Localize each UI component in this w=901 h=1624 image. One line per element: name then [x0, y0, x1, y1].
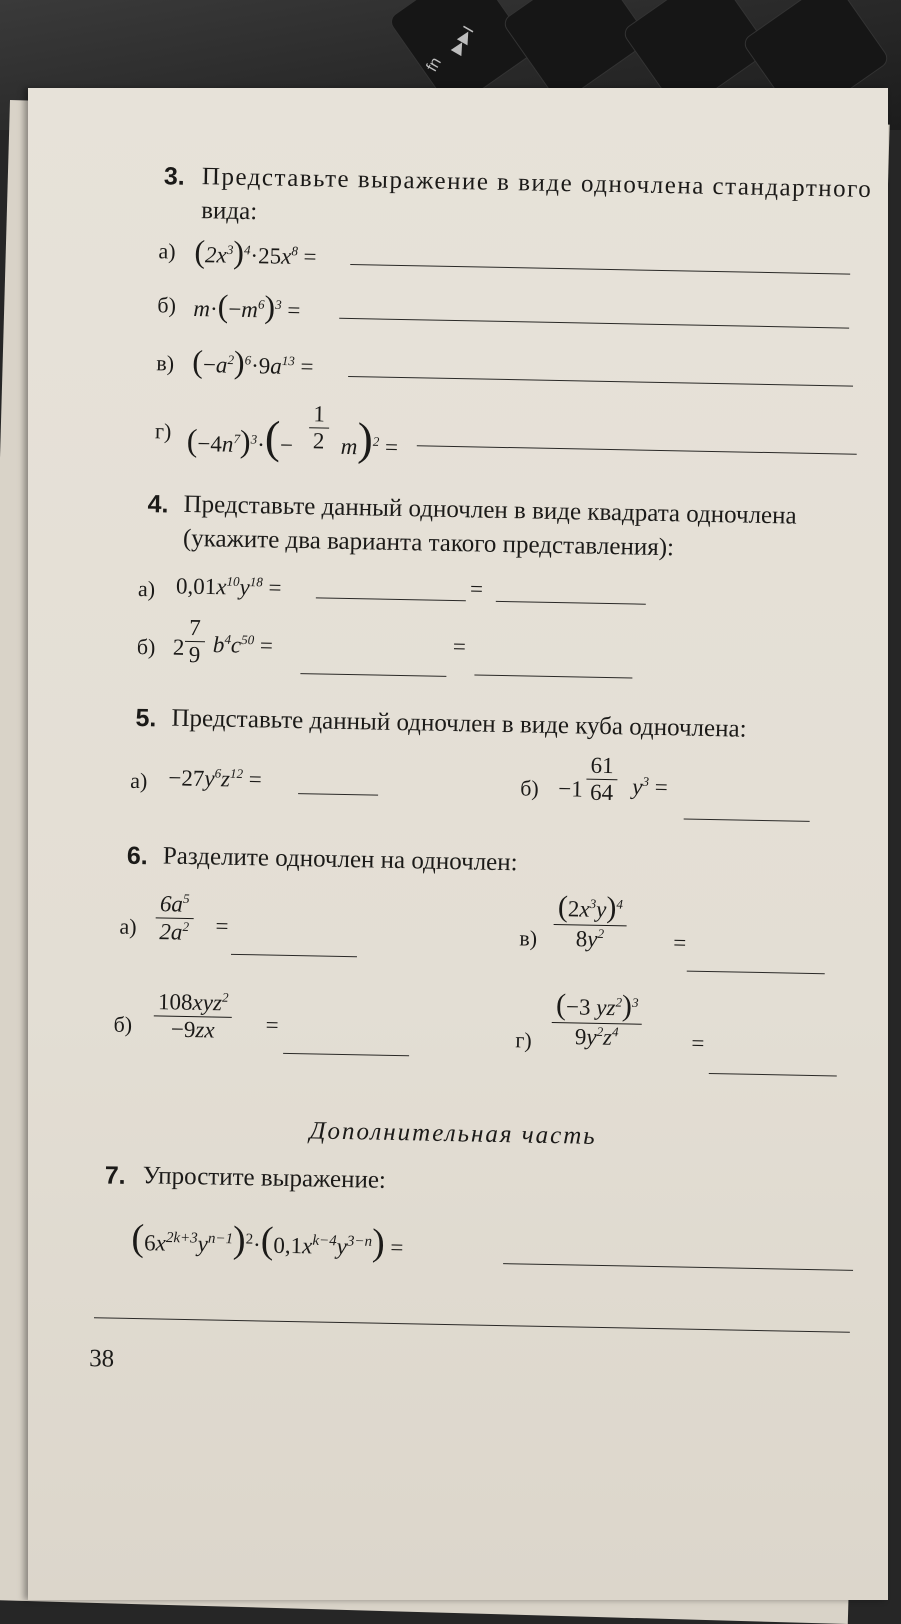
task5-text: Представьте данный одночлен в виде куба одночлена:	[171, 704, 747, 743]
task5-b-fraction: $\frac{61}{64}$	[586, 753, 618, 807]
task3-item-b-expr: $m\cdot(-m^6)^3$ =	[193, 287, 301, 325]
task4-b-fraction: $\frac{7}{9}$	[184, 615, 205, 668]
task5-item-a-expr: $-27y^6z^{12}$ =	[168, 765, 262, 793]
task4-item-a-expr: $0,01x^{10}y^{18}$ =	[175, 573, 282, 601]
answer-line	[231, 954, 357, 957]
task6-a-fraction: $\frac{6a^5}{2a^2}$	[155, 890, 194, 945]
answer-line	[684, 818, 810, 821]
answer-line	[94, 1317, 850, 1333]
task3-number: 3.	[163, 162, 186, 191]
task3-item-a-expr: $(2x^3)^4\cdot 25x^8$ =	[194, 232, 317, 270]
answer-line	[496, 601, 646, 605]
answer-line	[283, 1053, 409, 1056]
task6-b-equals: =	[265, 1012, 279, 1038]
task6-item-g-label: г)	[515, 1027, 533, 1053]
answer-line	[339, 318, 849, 329]
task7-number: 7.	[104, 1161, 126, 1190]
answer-line	[474, 674, 632, 678]
task6-g-fraction: $\frac{(-3 yz^2)^3}{9y^2z^4}$	[551, 988, 643, 1051]
task7-text: Упростите выражение:	[142, 1162, 387, 1194]
task7-expr: $(6x^{2k+3}y^{n-1})^2\cdot(0,1x^{k-4}y^{3-n})$ =	[131, 1216, 404, 1264]
task6-g-equals: =	[691, 1030, 705, 1056]
task4-item-b-label: б)	[136, 633, 156, 660]
fn-key-label: fn	[423, 54, 445, 75]
answer-line	[300, 673, 446, 677]
answer-line	[417, 445, 857, 454]
task3-item-v-expr: $(-a^2)^6\cdot 9a^{13}$ =	[192, 342, 314, 380]
task4-text-line2: (укажите два варианта такого представления):	[182, 524, 675, 562]
task3-item-v-label: в)	[156, 350, 175, 376]
task5-item-a-label: а)	[130, 767, 148, 794]
task4-number: 4.	[147, 490, 169, 519]
task5-item-b-expr: $y^3$ =	[632, 773, 668, 800]
task4-item-b-whole: 2	[172, 634, 185, 660]
task6-number: 6.	[126, 841, 148, 871]
extra-section-title: Дополнительная часть	[309, 1117, 597, 1150]
task3-item-b-label: б)	[157, 292, 177, 318]
task6-item-b-label: б)	[113, 1011, 133, 1037]
page-number: 38	[88, 1345, 115, 1373]
task3-text-line2: вида:	[201, 197, 258, 226]
answer-line	[687, 971, 825, 975]
task4-text-line1: Представьте данный одночлен в виде квадрата одночлена	[183, 490, 797, 530]
answer-line	[709, 1073, 837, 1076]
task5-item-b-whole: −1	[557, 776, 583, 802]
task4-item-b-eq2: =	[452, 634, 467, 660]
media-key-label: ▶▶I	[448, 23, 478, 58]
task6-item-a-label: а)	[119, 913, 137, 940]
task5-number: 5.	[135, 703, 157, 733]
task3-item-g-label: г)	[154, 418, 172, 444]
task6-a-equals: =	[215, 913, 229, 939]
task3-item-g-expr: $(-4n^7)^3\cdot(-$	[186, 411, 294, 463]
task5-item-b-label: б)	[520, 775, 540, 801]
answer-line	[350, 264, 850, 275]
task6-text: Разделите одночлен на одночлен:	[162, 842, 518, 877]
task3-item-g-expr-tail: m)$^2$ =	[340, 413, 399, 465]
answer-line	[503, 1263, 853, 1271]
task3-g-fraction: $\frac{1}{2}$	[309, 401, 330, 454]
task6-v-equals: =	[673, 930, 687, 956]
answer-line	[316, 597, 466, 601]
task4-item-a-eq2: =	[469, 576, 484, 602]
answer-line	[298, 793, 378, 796]
task4-item-a-label: а)	[137, 575, 156, 602]
task4-item-b-expr: $b^4c^{50}$ =	[212, 631, 274, 659]
task3-text-line1: Представьте выражение в виде одночлена стандартного	[201, 163, 873, 203]
task6-b-fraction: 108xyz$^2$ −9zx	[153, 988, 232, 1043]
task6-v-fraction: $\frac{(2x^3y)^4}{8y^2}$	[553, 890, 627, 953]
task6-item-v-label: в)	[519, 925, 538, 951]
answer-line	[348, 376, 853, 387]
task3-item-a-label: а)	[158, 238, 176, 264]
